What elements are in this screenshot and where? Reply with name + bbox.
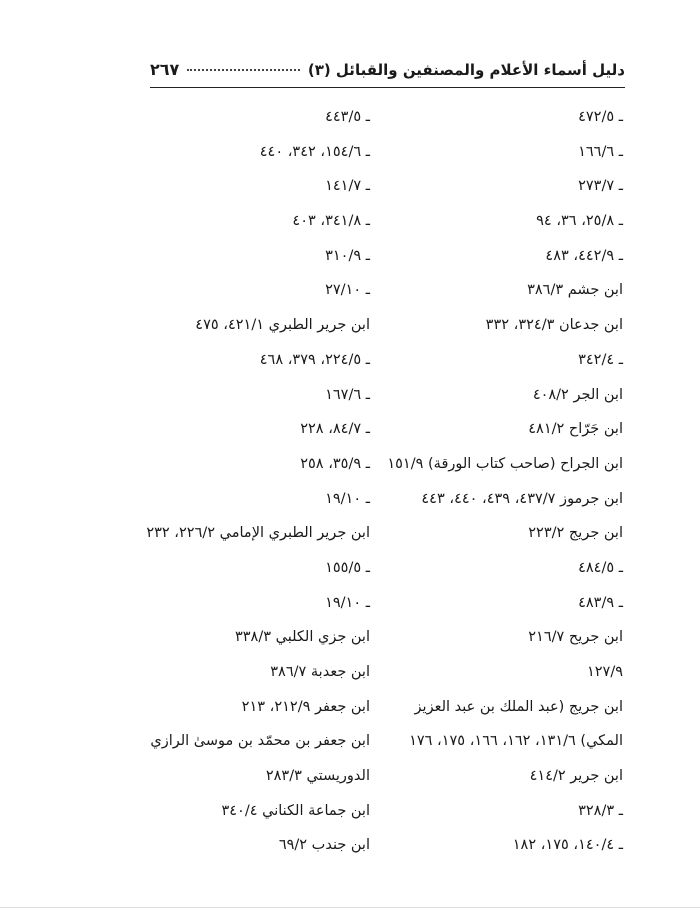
index-entry: ـ ١٤١/٧ xyxy=(325,178,370,195)
index-entry: ١٢٧/٩ xyxy=(586,664,623,680)
index-entry: ابن جرير ٤١٤/٢ xyxy=(529,768,623,785)
index-entry: ابن جرموز ٤٣٧/٧، ٤٣٩، ٤٤٠، ٤٤٣ xyxy=(421,490,623,507)
index-entry: ابن جماعة الكناني ٣٤٠/٤ xyxy=(221,802,370,819)
index-column-right xyxy=(378,100,623,863)
index-entry: ـ ٣٤٢/٤ xyxy=(578,351,623,368)
page-edge xyxy=(0,907,700,908)
index-entry: ـ ١٩/١٠ xyxy=(325,490,370,507)
index-entry: ابن الجر ٤٠٨/٢ xyxy=(532,386,623,403)
index-entry: ـ ١٥٥/٥ xyxy=(325,559,370,576)
index-column-left xyxy=(125,100,370,863)
index-entry: ـ ٢٢٤/٥، ٣٧٩، ٤٦٨ xyxy=(259,351,370,368)
index-entry: ـ ١٥٤/٦، ٣٤٢، ٤٤٠ xyxy=(259,143,370,160)
index-entry: ابن جريج ٢٢٣/٢ xyxy=(528,525,623,542)
index-entry: ـ ٢٥/٨، ٣٦، ٩٤ xyxy=(536,213,623,230)
index-entry: ـ ١٤٠/٤، ١٧٥، ١٨٢ xyxy=(512,837,623,854)
index-entry: ابن جعفر ٢١٢/٩، ٢١٣ xyxy=(241,698,370,715)
index-entry: ـ ١٦٧/٦ xyxy=(325,386,370,403)
page-number: ٢٦٧ xyxy=(150,60,180,79)
index-entry: ابن جَرّاح ٤٨١/٢ xyxy=(528,421,623,438)
index-entry: ـ ١٩/١٠ xyxy=(325,594,370,611)
index-entry: ـ ٣١٠/٩ xyxy=(325,247,370,264)
index-entry: المكي) ١٣١/٦، ١٦٢، ١٦٦، ١٧٥، ١٧٦ xyxy=(409,733,623,750)
index-entry: ابن الجراح (صاحب كتاب الورقة) ١٥١/٩ xyxy=(387,455,623,472)
index-entry: ـ ٣٤١/٨، ٤٠٣ xyxy=(292,213,370,230)
index-entry: ـ ٤٨٤/٥ xyxy=(578,559,623,576)
index-entry: ـ ٤٤٣/٥ xyxy=(325,109,370,125)
index-entry: ـ ٣٥/٩، ٢٥٨ xyxy=(300,455,370,472)
index-entry: ابن جرير الطبري الإمامي ٢٢٦/٢، ٢٣٢ xyxy=(146,525,370,542)
index-entry: ـ ١٦٦/٦ xyxy=(578,143,623,160)
index-entry: الدوريستي ٢٨٣/٣ xyxy=(265,768,370,785)
index-entry: ابن جريج (عبد الملك بن عبد العزيز xyxy=(414,698,623,715)
header-rule xyxy=(150,87,625,88)
index-entry: ـ ٣٢٨/٣ xyxy=(578,802,623,819)
index-entry: ابن جعدبة ٣٨٦/٧ xyxy=(270,664,370,680)
index-entry: ـ ٤٤٢/٩، ٤٨٣ xyxy=(545,247,623,264)
index-entry: ـ ٤٧٢/٥ xyxy=(578,109,623,125)
index-entry: ـ ٢٧٣/٧ xyxy=(578,178,623,195)
header-dot-leader xyxy=(187,69,300,71)
index-entry: ابن جندب ٦٩/٢ xyxy=(278,837,370,854)
index-entry: ابن جزي الكلبي ٣٣٨/٣ xyxy=(234,629,370,646)
index-entry: ابن جرير الطبري ٤٢١/١، ٤٧٥ xyxy=(195,317,370,334)
running-header xyxy=(150,60,625,79)
index-entry: ـ ٨٤/٧، ٢٢٨ xyxy=(300,421,370,438)
index-entry: ابن جريح ٢١٦/٧ xyxy=(528,629,623,646)
index-entry: ابن جعفر بن محمّد بن موسىٰ الرازي xyxy=(150,733,370,750)
index-entry: ابن جشم ٣٨٦/٣ xyxy=(527,282,623,299)
index-entry: ـ ٢٧/١٠ xyxy=(325,282,370,299)
index-entry: ابن جدعان ٣٢٤/٣، ٣٣٢ xyxy=(485,317,623,334)
header-title: دليل أسماء الأعلام والمصنفين والقبائل (٣) xyxy=(307,61,625,79)
index-entry: ـ ٤٨٣/٩ xyxy=(578,594,623,611)
